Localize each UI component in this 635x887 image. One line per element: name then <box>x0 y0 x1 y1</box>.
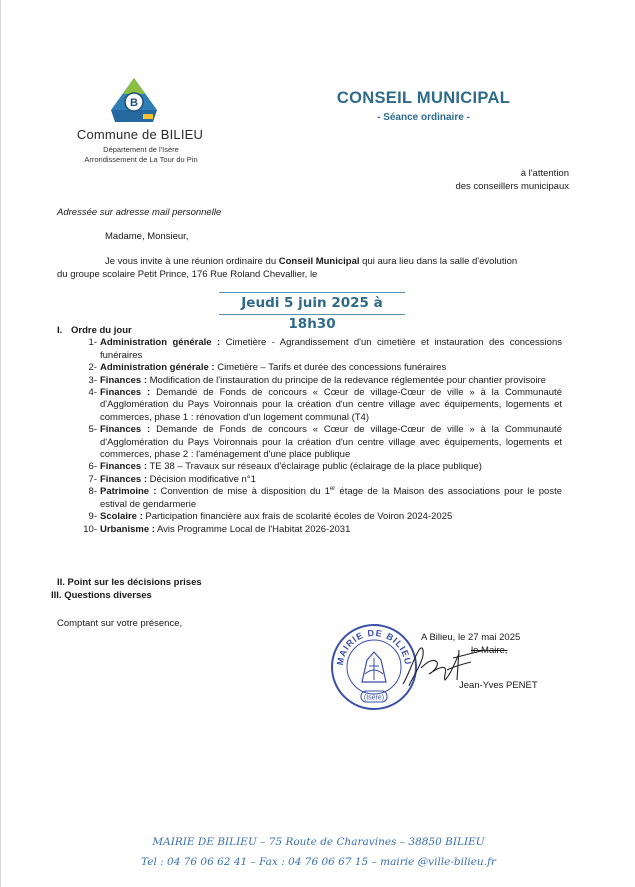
commune-name: Commune de BILIEU <box>76 127 204 142</box>
item-number: 8- <box>88 486 97 498</box>
item-text: Cimetière - Agrandissement d'un cimetière et instauration des concessions funéraires <box>100 337 562 361</box>
item-category: Finances : <box>100 387 151 399</box>
footer-contact: Tel : 04 76 06 62 41 – Fax : 04 76 06 67 15 – mairie @ville-bilieu.fr <box>141 856 496 868</box>
item-number: 9- <box>88 511 97 523</box>
item-number: 10- <box>83 523 97 535</box>
ordinal-superscript: er <box>329 486 336 493</box>
arrondissement-line: Arrondissement de La Tour du Pin <box>84 155 198 164</box>
closing-line: Comptant sur votre présence, <box>57 618 183 629</box>
recipient-line-1: à l'attention <box>520 168 569 179</box>
agenda-item <box>75 524 562 536</box>
item-body <box>100 486 562 511</box>
seal-bottom-text: (Isère) <box>363 694 385 702</box>
item-number: 7- <box>88 473 97 485</box>
invitation-line-2: du groupe scolaire Petit Prince, 176 Rue Roland Chevallier, le <box>57 269 318 280</box>
agenda-item <box>75 375 562 387</box>
recipient-line-2: des conseillers municipaux <box>455 181 569 192</box>
item-text: Convention de mise à disposition du 1 <box>156 486 330 498</box>
item-number: 4- <box>88 387 97 399</box>
item-category: Patrimoine : <box>100 486 157 498</box>
item-category: Urbanisme : <box>100 523 155 535</box>
item-category: Administration générale : <box>100 362 215 374</box>
item-body <box>100 362 562 374</box>
section-title: Ordre du jour <box>71 325 132 336</box>
salutation: Madame, Monsieur, <box>105 231 189 242</box>
item-text: Modification de l'instauration du principe de la redevance réglementée pour chantier provisoire <box>147 374 546 386</box>
item-text: Décision modificative n°1 <box>147 473 256 485</box>
item-category: Finances : <box>100 374 147 386</box>
council-title: CONSEIL MUNICIPAL <box>336 89 511 107</box>
invitation-bold: Conseil Municipal <box>278 256 360 267</box>
item-text: Cimetière – Tarifs et durée des concessions funéraires <box>214 362 447 374</box>
meeting-date: Jeudi 5 juin 2025 à 18h30 <box>219 292 405 315</box>
item-body <box>100 424 562 461</box>
item-text: étage de la Maison des associations pour le poste estival de gendarmerie <box>100 486 562 510</box>
agenda-item <box>75 387 562 424</box>
agenda-item <box>75 362 562 374</box>
item-number: 6- <box>88 461 97 473</box>
commune-logo-icon <box>109 76 159 126</box>
signatory-name: Jean-Yves PENET <box>459 680 538 691</box>
item-number: 3- <box>88 374 97 386</box>
signature-place-date: A Bilieu, le 27 mai 2025 <box>421 632 521 643</box>
agenda-item <box>75 511 562 523</box>
item-number: 1- <box>88 337 97 349</box>
agenda-section-2: II. Point sur les décisions prises <box>57 577 202 588</box>
seal-top-text: MAIRIE DE BILIEU <box>334 627 414 667</box>
svg-text:B: B <box>130 97 138 109</box>
item-body <box>100 387 562 424</box>
agenda-section-3: III. Questions diverses <box>51 590 152 601</box>
item-text: Participation financière aux frais de scolarité écoles de Voiron 2024-2025 <box>142 511 453 523</box>
item-text: Demande de Fonds de concours « Cœur de village-Cœur de ville » à la Communauté d'Agglomération du Pays Voironnais pour la création d'un centre village avec équipements, logements et commerces, phase 1 : rénovation d'un logement communal (T4) <box>100 387 562 423</box>
agenda-items <box>57 337 562 536</box>
agenda-item <box>75 337 562 362</box>
item-category: Finances : <box>100 424 151 436</box>
item-category: Scolaire : <box>100 511 143 523</box>
item-category: Finances : <box>100 461 147 473</box>
item-category: Finances : <box>100 473 147 485</box>
section-number: I. <box>57 325 63 336</box>
item-body <box>100 474 562 486</box>
item-text: TE 38 – Travaux sur réseaux d'éclairage public (éclairage de la place publique) <box>147 461 482 473</box>
item-text: Demande de Fonds de concours « Cœur de village-Cœur de ville » à la Communauté d'Agglomération du Pays Voironnais pour la création d'un centre village avec équipements, logements et commerces, phase 2 : l'aménagement d'une place publique <box>100 424 562 461</box>
agenda <box>57 325 562 536</box>
department-line: Département de l'Isère <box>103 145 179 154</box>
item-number: 5- <box>88 424 97 436</box>
item-body <box>100 461 562 473</box>
item-number: 2- <box>88 362 97 374</box>
item-body <box>100 524 562 536</box>
item-text: Avis Programme Local de l'Habitat 2026-2031 <box>154 523 351 535</box>
invitation-line-1 <box>105 256 555 267</box>
item-body <box>100 511 562 523</box>
invitation-text: qui aura lieu dans la salle d'évolution <box>359 256 518 267</box>
agenda-section-1 <box>57 325 562 337</box>
item-category: Administration générale : <box>100 337 221 349</box>
agenda-item <box>75 424 562 461</box>
footer-address: MAIRIE DE BILIEU – 75 Route de Charavines – 38850 BILIEU <box>152 836 485 848</box>
session-type: - Séance ordinaire - <box>377 112 470 123</box>
agenda-item <box>75 461 562 473</box>
agenda-item <box>75 474 562 486</box>
agenda-item <box>75 486 562 511</box>
invitation-text: Je vous invite à une réunion ordinaire du <box>105 256 279 267</box>
addressed-note: Adressée sur adresse mail personnelle <box>57 207 222 218</box>
item-body <box>100 375 562 387</box>
signature-role: le Maire, <box>471 645 508 656</box>
item-body <box>100 337 562 362</box>
